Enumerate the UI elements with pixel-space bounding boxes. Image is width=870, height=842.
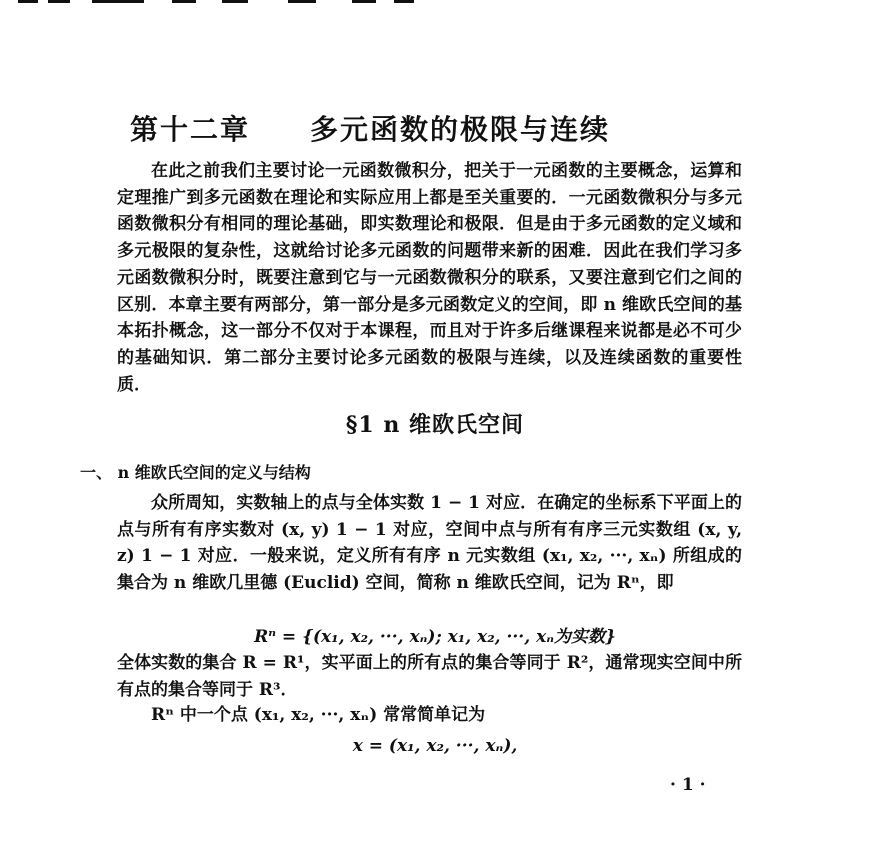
body-paragraph: 众所周知，实数轴上的点与全体实数 1 − 1 对应．在确定的坐标系下平面上的点与所有有序实数对 (x, y) 1 − 1 对应，空间中点与所有有序三元实数组 (x, y, z) 1 − 1 对应．一般来说，定义所有有序 n 元实数组 (x₁, x₂, ···, xₙ) 所组成的集合为 n 维欧几里德 (Euclid) 空间，简称 n 维欧氏空间，记为 Rⁿ，即: [117, 493, 742, 594]
chapter-heading: [130, 108, 730, 148]
subsection-title: 一、 n 维欧氏空间的定义与结构: [80, 463, 311, 482]
chapter-number: 第十二章: [130, 113, 251, 146]
chapter-title: 多元函数的极限与连续: [310, 113, 611, 146]
body-paragraph: 全体实数的集合 R = R¹，实平面上的所有点的集合等同于 R²，通常现实空间中所有点的集合等同于 R³．: [117, 653, 742, 700]
formula-point-notation: x = (x₁, x₂, ···, xₙ),: [352, 736, 518, 756]
body-paragraph: Rⁿ 中一个点 (x₁, x₂, ···, xₙ) 常常简单记为: [151, 705, 486, 725]
section-title: §1 n 维欧氏空间: [345, 412, 525, 438]
intro-paragraph: 在此之前我们主要讨论一元函数微积分，把关于一元函数的主要概念，运算和定理推广到多元函数在理论和实际应用上都是至关重要的．一元函数微积分与多元函数微积分有相同的理论基础，即实数理论和极限．但是由于多元函数的定义域和多元极限的复杂性，这就给讨论多元函数的问题带来新的困难．因此在我们学习多元函数微积分时，既要注意到它与一元函数微积分的联系，又要注意到它们之间的区别．本章主要有两部分，第一部分是多元函数定义的空间，即 n 维欧氏空间的基本拓扑概念，这一部分不仅对于本课程，而且对于许多后继课程来说都是必不可少的基础知识．第二部分主要讨论多元函数的极限与连续，以及连续函数的重要性质．: [117, 161, 742, 395]
page-number: · 1 ·: [670, 775, 706, 795]
formula-rn-definition: Rⁿ = {(x₁, x₂, ···, xₙ); x₁, x₂, ···, xₙ为实数}: [254, 627, 616, 647]
